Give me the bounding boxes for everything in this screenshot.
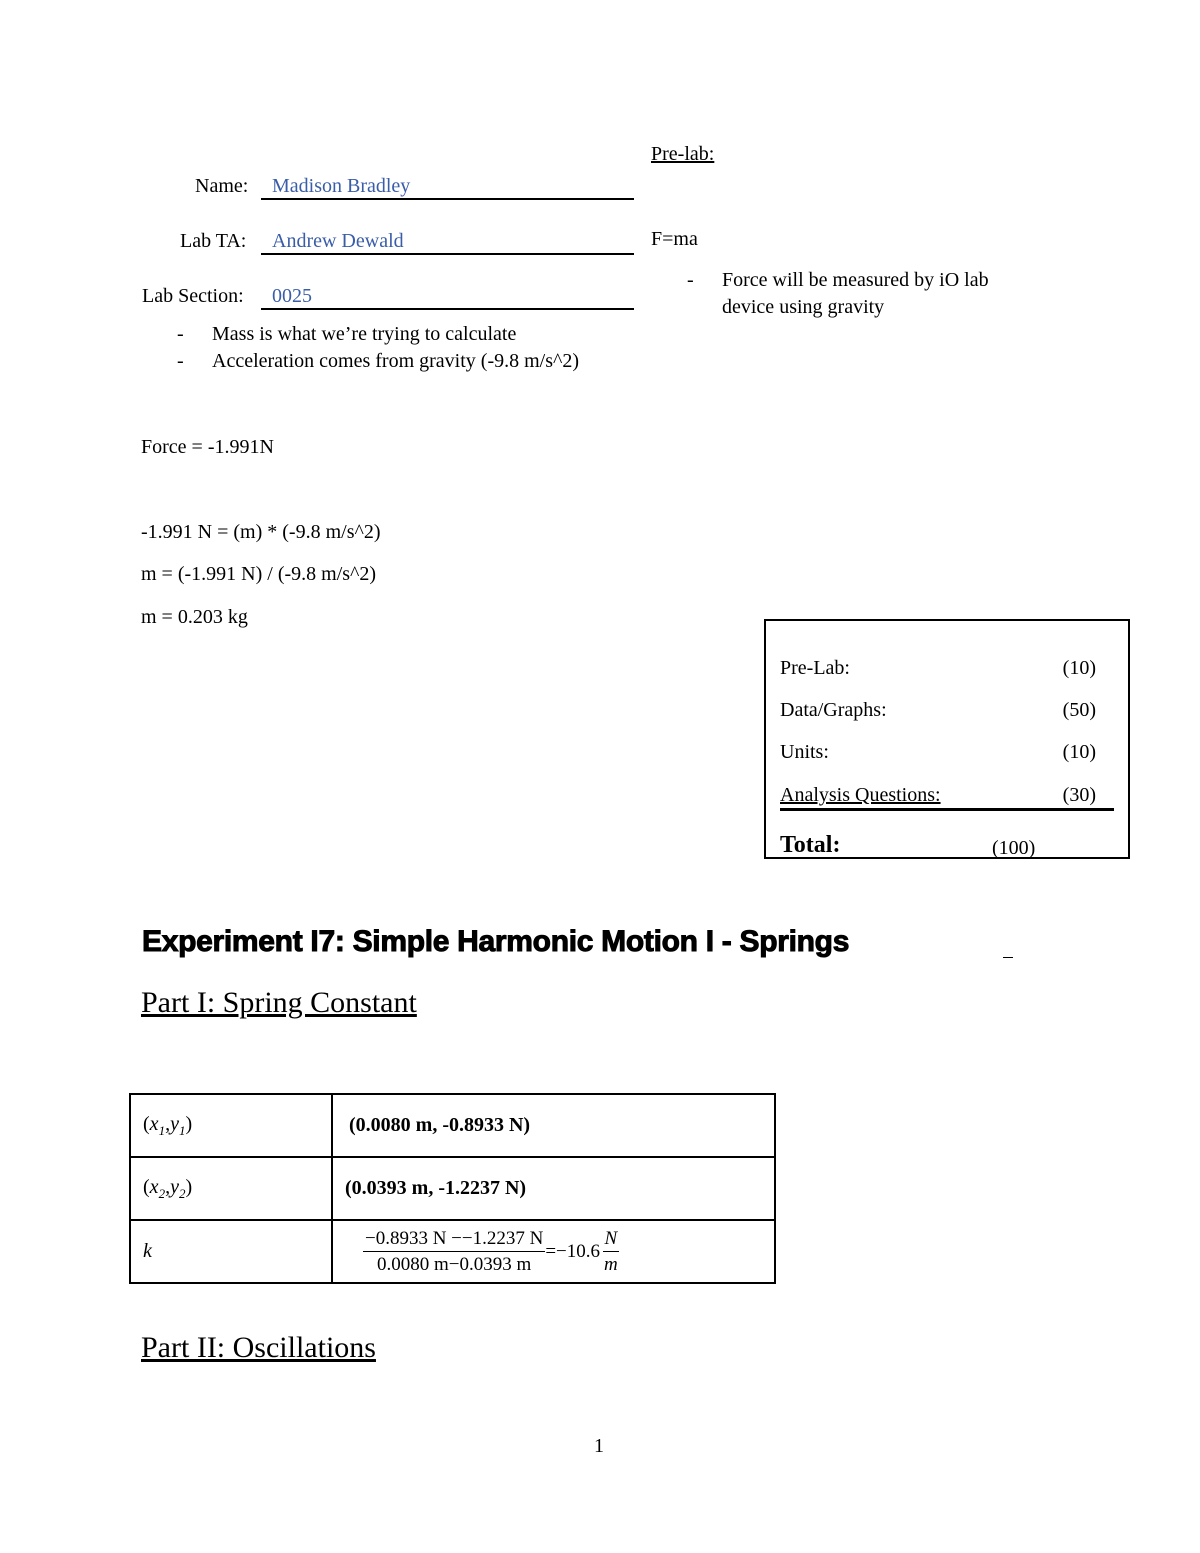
k-result: =−10.6 <box>545 1240 601 1262</box>
total-points: (100) <box>992 837 1036 859</box>
table-row <box>130 1094 775 1157</box>
grade-points: (10) <box>1062 657 1096 679</box>
section-value[interactable]: 0025 <box>272 285 312 307</box>
point1-label: $(x_1,y_1)$ <box>130 1094 332 1157</box>
calc-line-2: m = (-1.991 N) / (-9.8 m/s^2) <box>141 563 377 585</box>
grade-label: Units: <box>780 741 829 763</box>
experiment-title: Experiment I7: Simple Harmonic Motion I - Springs <box>142 925 850 958</box>
name-value[interactable]: Madison Bradley <box>272 175 411 197</box>
k-numerator: −0.8933 N −−1.2237 N <box>363 1226 545 1252</box>
grade-label: Analysis Questions: <box>780 784 941 806</box>
section-label: Lab Section: <box>142 285 244 307</box>
k-unit <box>602 1226 620 1277</box>
note-bullet-2: Acceleration comes from gravity (-9.8 m/s^2) <box>212 350 580 372</box>
prelab-heading: Pre-lab: <box>651 143 715 165</box>
calc-line-1: -1.991 N = (m) * (-9.8 m/s^2) <box>141 521 381 543</box>
k-label-cell <box>130 1220 332 1283</box>
name-underline <box>261 198 634 200</box>
table-row <box>130 1157 775 1220</box>
bullet-mark: - <box>177 323 184 345</box>
point2-label: $(x_2,y_2)$ <box>130 1157 332 1220</box>
prelab-bullet-line-2: device using gravity <box>722 296 885 318</box>
prelab-formula: F=ma <box>651 228 698 250</box>
k-unit-num: N <box>603 1226 620 1252</box>
ta-label: Lab TA: <box>180 230 247 252</box>
point2-value: (0.0393 m, -1.2237 N) <box>332 1157 775 1220</box>
point1-value: (0.0080 m, -0.8933 N) <box>332 1094 775 1157</box>
grade-label: Pre-Lab: <box>780 657 850 679</box>
calc-line-3: m = 0.203 kg <box>141 606 248 628</box>
grade-points: (30) <box>1062 784 1096 806</box>
table-row <box>130 1220 775 1283</box>
k-equation <box>363 1226 620 1277</box>
grade-label: Data/Graphs: <box>780 699 887 721</box>
total-label: Total: <box>780 832 841 858</box>
ta-underline <box>261 253 634 255</box>
part2-title: Part II: Oscillations <box>141 1331 376 1364</box>
k-unit-den: m <box>604 1254 618 1275</box>
grade-points: (50) <box>1062 699 1096 721</box>
k-denominator: 0.0080 m−0.0393 m <box>377 1254 532 1275</box>
prelab-bullet-line-1: Force will be measured by iO lab <box>722 269 989 291</box>
force-line: Force = -1.991N <box>141 436 274 458</box>
page-number: 1 <box>594 1435 604 1457</box>
bullet-mark: - <box>687 269 694 291</box>
grade-row <box>780 657 1114 685</box>
grade-points: (10) <box>1062 741 1096 763</box>
spring-constant-table <box>129 1093 776 1284</box>
bullet-mark: - <box>177 350 184 372</box>
part1-title: Part I: Spring Constant <box>141 986 417 1019</box>
grade-divider <box>780 808 1114 811</box>
k-fraction <box>363 1226 545 1277</box>
section-underline <box>261 308 634 310</box>
title-trailing-underline <box>1003 957 1013 958</box>
k-label: k <box>143 1240 152 1262</box>
k-formula-cell <box>332 1220 775 1283</box>
grade-row <box>780 699 1114 727</box>
grade-row <box>780 741 1114 769</box>
name-label: Name: <box>195 175 249 197</box>
note-bullet-1: Mass is what we’re trying to calculate <box>212 323 517 345</box>
ta-value[interactable]: Andrew Dewald <box>272 230 404 252</box>
grading-box <box>764 619 1130 859</box>
